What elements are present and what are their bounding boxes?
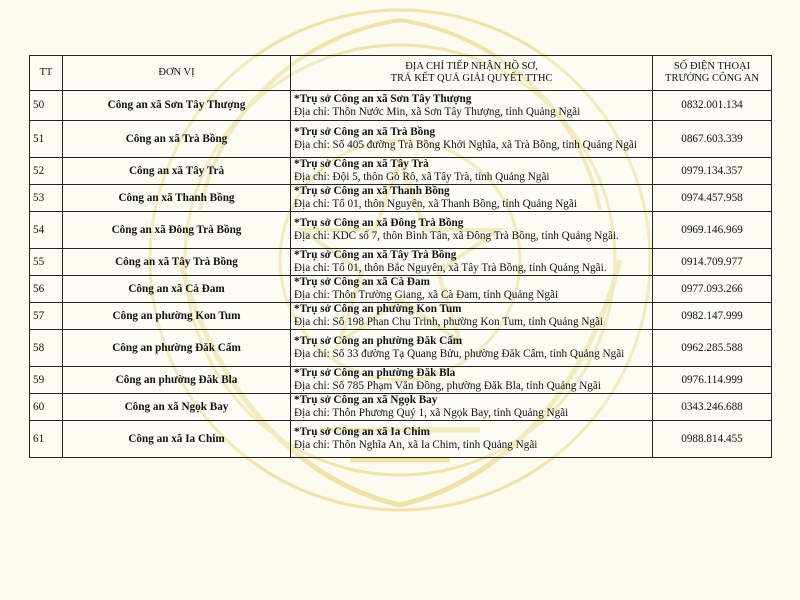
address-text: Địa chỉ: Số 198 Phan Chu Trinh, phường Kon Tum, tỉnh Quảng Ngãi (294, 316, 604, 328)
headquarters-label: *Trụ sở Công an xã Đông Trà Bồng (294, 217, 464, 229)
table-row (30, 121, 772, 158)
unit-name: Công an phường Kon Tum (63, 303, 291, 330)
unit-name: Công an xã Đông Trà Bồng (63, 212, 291, 249)
address-cell (291, 158, 653, 185)
unit-name: Công an xã Tây Trà Bồng (63, 249, 291, 276)
address-text: Địa chỉ: Thôn Nghĩa An, xã Ia Chim, tỉnh Quảng Ngãi (294, 439, 538, 451)
row-number: 61 (30, 421, 63, 458)
header-address-line2: TRẢ KẾT QUẢ GIẢI QUYẾT TTHC (390, 73, 553, 84)
unit-name: Công an xã Ia Chim (63, 421, 291, 458)
header-phone-line2: TRƯỞNG CÔNG AN (665, 73, 759, 84)
table-row (30, 276, 772, 303)
headquarters-label: *Trụ sở Công an xã Trà Bồng (294, 126, 436, 138)
row-number: 54 (30, 212, 63, 249)
police-office-table (29, 55, 772, 458)
headquarters-label: *Trụ sở Công an xã Tây Trà Bồng (294, 249, 457, 261)
address-text: Địa chỉ: Tổ 01, thôn Bắc Nguyên, xã Tây Trà Bồng, tỉnh Quảng Ngãi. (294, 262, 607, 274)
address-text: Địa chỉ: KDC số 7, thôn Bình Tân, xã Đông Trà Bồng, tỉnh Quảng Ngãi. (294, 230, 619, 242)
header-address (291, 56, 653, 91)
address-text: Địa chỉ: Số 33 đường Tạ Quang Bửu, phường Đăk Cấm, tỉnh Quảng Ngãi (294, 348, 625, 360)
headquarters-label: *Trụ sở Công an xã Tây Trà (294, 158, 429, 170)
phone-number: 0977.093.266 (653, 276, 772, 303)
address-cell (291, 394, 653, 421)
phone-number: 0962.285.588 (653, 330, 772, 367)
row-number: 57 (30, 303, 63, 330)
row-number: 50 (30, 91, 63, 121)
header-address-line1: ĐỊA CHỈ TIẾP NHẬN HỒ SƠ, (405, 61, 538, 72)
phone-number: 0969.146.969 (653, 212, 772, 249)
address-cell (291, 330, 653, 367)
table-row (30, 185, 772, 212)
row-number: 51 (30, 121, 63, 158)
address-cell (291, 121, 653, 158)
address-cell (291, 367, 653, 394)
unit-name: Công an xã Trà Bồng (63, 121, 291, 158)
phone-number: 0914.709.977 (653, 249, 772, 276)
table-row (30, 91, 772, 121)
headquarters-label: *Trụ sở Công an xã Ia Chim (294, 426, 430, 438)
address-text: Địa chỉ: Thôn Nước Min, xã Sơn Tây Thượng, tỉnh Quảng Ngãi (294, 105, 581, 118)
table-row (30, 249, 772, 276)
row-number: 59 (30, 367, 63, 394)
unit-name: Công an xã Ngọk Bay (63, 394, 291, 421)
row-number: 53 (30, 185, 63, 212)
phone-number: 0976.114.999 (653, 367, 772, 394)
row-number: 55 (30, 249, 63, 276)
address-cell (291, 303, 653, 330)
headquarters-label: *Trụ sở Công an phường Đăk Cấm (294, 335, 463, 347)
headquarters-label: *Trụ sở Công an xã Cà Đam (294, 276, 430, 288)
table-row (30, 394, 772, 421)
table-row (30, 212, 772, 249)
row-number: 56 (30, 276, 63, 303)
phone-number: 0343.246.688 (653, 394, 772, 421)
table-row (30, 158, 772, 185)
header-tt: TT (30, 56, 63, 91)
address-text: Địa chỉ: Số 405 đường Trà Bồng Khởi Nghĩa, xã Trà Bồng, tỉnh Quảng Ngãi (294, 139, 637, 151)
unit-name: Công an phường Đăk Bla (63, 367, 291, 394)
header-phone-line1: SỐ ĐIỆN THOẠI (673, 61, 751, 72)
unit-name: Công an xã Sơn Tây Thượng (63, 91, 291, 121)
headquarters-label: *Trụ sở Công an phường Đăk Bla (294, 367, 456, 379)
header-unit: ĐƠN VỊ (63, 56, 291, 91)
headquarters-label: *Trụ sở Công an xã Thanh Bồng (294, 185, 450, 197)
address-text: Địa chỉ: Tổ 01, thôn Nguyên, xã Thanh Bồng, tỉnh Quảng Ngãi (294, 198, 577, 210)
table-header-row (30, 56, 772, 91)
address-text: Địa chỉ: Số 785 Phạm Văn Đồng, phường Đăk Bla, tỉnh Quảng Ngãi (294, 380, 601, 392)
address-text: Địa chỉ: Thôn Phương Quý 1, xã Ngọk Bay, tỉnh Quảng Ngãi (294, 407, 569, 419)
headquarters-label: *Trụ sở Công an xã Sơn Tây Thượng (294, 92, 472, 105)
phone-number: 0979.134.357 (653, 158, 772, 185)
row-number: 58 (30, 330, 63, 367)
row-number: 52 (30, 158, 63, 185)
address-cell (291, 421, 653, 458)
header-phone (653, 56, 772, 91)
unit-name: Công an phường Đăk Cấm (63, 330, 291, 367)
address-text: Địa chỉ: Đội 5, thôn Gò Rô, xã Tây Trà, tỉnh Quảng Ngãi (294, 171, 550, 183)
row-number: 60 (30, 394, 63, 421)
phone-number: 0974.457.958 (653, 185, 772, 212)
table-row (30, 421, 772, 458)
phone-number: 0867.603.339 (653, 121, 772, 158)
address-cell (291, 249, 653, 276)
address-text: Địa chỉ: Thôn Trường Giang, xã Cà Đam, tỉnh Quảng Ngãi (294, 289, 559, 301)
table-row (30, 330, 772, 367)
headquarters-label: *Trụ sở Công an phường Kon Tum (294, 303, 462, 315)
address-cell (291, 91, 653, 121)
table-row (30, 303, 772, 330)
table-row (30, 367, 772, 394)
address-cell (291, 185, 653, 212)
address-cell (291, 212, 653, 249)
phone-number: 0832.001.134 (653, 91, 772, 121)
phone-number: 0982.147.999 (653, 303, 772, 330)
headquarters-label: *Trụ sở Công an xã Ngọk Bay (294, 394, 438, 406)
address-cell (291, 276, 653, 303)
unit-name: Công an xã Thanh Bồng (63, 185, 291, 212)
unit-name: Công an xã Tây Trà (63, 158, 291, 185)
phone-number: 0988.814.455 (653, 421, 772, 458)
unit-name: Công an xã Cà Đam (63, 276, 291, 303)
